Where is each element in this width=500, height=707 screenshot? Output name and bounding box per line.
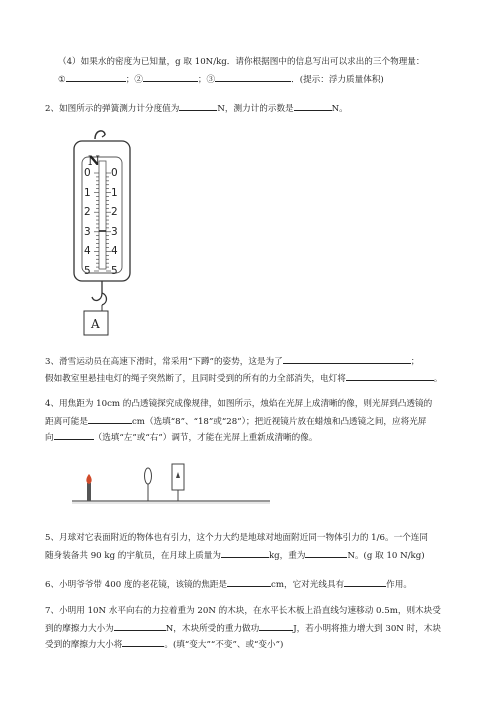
q3-blank-1[interactable] (283, 354, 411, 364)
q4-line2: 距离可能是 cm（选填“8”、“18”或“28”）；把近视镜片放在蜡烛和凸透镜之间，应将光屏 (45, 414, 426, 428)
q2-blank-2[interactable] (294, 101, 332, 111)
q3-blank-2[interactable] (346, 371, 434, 381)
spring-scale-figure (60, 125, 150, 340)
q2-blank-1[interactable] (179, 101, 217, 111)
scale-tick-label-left: 1 (84, 186, 91, 199)
scale-tick-label-right: 3 (111, 225, 118, 238)
scale-tick-label-right: 5 (111, 265, 118, 277)
q7-line1: 7、小明用 10N 水平向右的力拉着重为 20N 的木块，在水平长木板上沿直线匀速移动 0.5m，则木块受 (45, 606, 441, 616)
scale-unit-letter: N (88, 154, 100, 169)
answer-blank-3[interactable] (215, 72, 291, 82)
q7-blank-2[interactable] (259, 621, 293, 631)
q4-sub-line2: ① ；② ；③ ．(提示：浮力质量体积) (58, 72, 384, 86)
scale-tick-label-left: 4 (84, 245, 91, 258)
weight-box-label: A (91, 317, 100, 331)
q4-blank-1[interactable] (88, 414, 132, 424)
q4-sub-line1: （4）如果水的密度为已知量，g 取 10N/kg．请你根据图中的信息写出可以求出的三个物理量： (58, 57, 425, 67)
q5-line1: 5、月球对它表面附近的物体也有引力，这个力大约是地球对地面附近同一物体引力的 1/6。一个连同 (45, 533, 428, 543)
scale-tick-label-left: 3 (84, 225, 91, 238)
q5-blank-1[interactable] (221, 548, 269, 558)
answer-blank-1[interactable] (66, 72, 126, 82)
scale-tick-label-left: 0 (84, 167, 91, 179)
q4-line1: 4、用焦距为 10cm 的凸透镜探究成像规律，如图所示，烛焰在光屏上成清晰的像，则光屏到凸透镜的 (45, 399, 433, 409)
q6-blank-2[interactable] (344, 577, 386, 587)
scale-tick-label-right: 2 (111, 206, 118, 219)
q3-line2: 假如教室里悬挂电灯的绳子突然断了，且同时受到的所有的力全部消失，电灯将 。 (45, 371, 442, 385)
scale-tick-label-right: 4 (111, 245, 118, 258)
q5-line2: 随身装备共 90 kg 的宇航员，在月球上质量为 kg，重为 N。(g 取 10 N/kg) (45, 548, 425, 562)
q7-line2: 到的摩擦力大小为 N，木块所受的重力做功 J，若小明将推力增大到 30N 时，木块 (45, 621, 441, 635)
scale-tick-label-left: 2 (84, 206, 91, 219)
q3-line1: 3、滑雪运动员在高速下滑时，常采用“下蹲”的姿势，这是为了 ； (45, 354, 419, 368)
scale-tick-label-left: 5 (84, 265, 91, 277)
answer-blank-2[interactable] (143, 72, 198, 82)
q6-line: 6、小明爷爷带 400 度的老花镜，该镜的焦距是 cm，它对光线具有 作用。 (45, 577, 412, 591)
scale-tick-label-right: 1 (111, 186, 118, 199)
q4-blank-2[interactable] (54, 430, 94, 440)
q2-line: 2、如图所示的弹簧测力计分度值为 N，测力计的示数是 N。 (45, 101, 348, 115)
q5-blank-2[interactable] (305, 548, 347, 558)
q4-line3: 向 （选填“左”或“右”）调节，才能在光屏上重新成清晰的像。 (45, 430, 317, 444)
q7-line3: 受到的摩擦力大小将 。(填“变大”“不变”、或“变小”) (45, 637, 283, 651)
optical-bench-figure (72, 458, 272, 506)
scale-tick-label-right: 0 (111, 167, 118, 179)
q6-blank-1[interactable] (227, 577, 271, 587)
q7-blank-3[interactable] (122, 637, 164, 647)
q7-blank-1[interactable] (114, 621, 166, 631)
